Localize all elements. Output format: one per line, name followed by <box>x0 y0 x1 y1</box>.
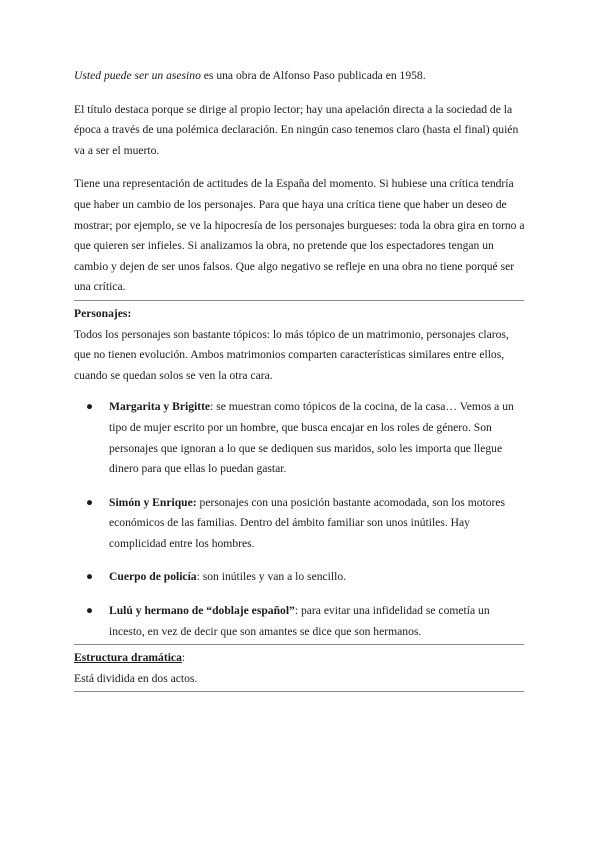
item-term: Cuerpo de policía <box>109 570 197 584</box>
divider <box>74 691 524 692</box>
bullet-icon: ● <box>86 570 94 584</box>
personajes-section <box>74 304 526 642</box>
heading-colon: : <box>181 651 186 665</box>
item-text: : para evitar una infidelidad se cometía un incesto, en vez de decir que son amantes se dice que son hermanos. <box>109 604 490 638</box>
critique-paragraph: Tiene una representación de actitudes de la España del momento. Si hubiese una crítica tendría que haber un cambio de los personajes. Para que haya una crítica tiene que haber un deseo de mostrar; por ejemplo, se ve la hipocresía de los personajes burgueses: toda la obra gira en torno a que quieren ser infieles. Si analizamos la obra, no pretende que los espectadores tengan un cambio y dejen de ser unos falsos. Que algo negativo se refleje en una obra no tiene porqué ser una crítica. <box>74 177 525 294</box>
work-title: Usted puede ser un asesino <box>74 69 201 82</box>
item-term: Simón y Enrique: <box>109 495 197 509</box>
item-text: : son inútiles y van a lo sencillo. <box>196 570 347 584</box>
item-term: Lulú y hermano de “doblaje español” <box>109 604 295 618</box>
personajes-heading: Personajes: <box>74 306 132 320</box>
divider <box>74 300 524 301</box>
bullet-icon: ● <box>86 495 94 509</box>
item-text: personajes con una posición bastante acomodada, son los motores económicos de las familias. Dentro del ámbito familiar son unos inútiles. Hay complicidad entre los hombres. <box>109 495 506 550</box>
estructura-section <box>74 648 526 689</box>
item-text: : se muestran como tópicos de la cocina, de la casa… Vemos a un tipo de mujer escrito por un hombre, que busca encajar en los roles de género. Son personajes que ignoran a lo que se dediquen sus maridos, solo les importa que llegue dinero para que ellas lo puedan gastar. <box>109 400 514 476</box>
bullet-icon: ● <box>86 604 94 618</box>
item-term: Margarita y Brigitte <box>109 400 211 414</box>
personajes-intro: Todos los personajes son bastante tópicos: lo más tópico de un matrimonio, personajes claros, que no tienen evolución. Ambos matrimonios comparten características similares entre ellos, cuando se quedan solos se ven la otra cara. <box>74 327 509 382</box>
list-item <box>74 601 526 642</box>
document-page <box>74 66 526 692</box>
intro-text: es una obra de Alfonso Paso publicada en 1958. <box>200 69 426 82</box>
title-paragraph: El título destaca porque se dirige al propio lector; hay una apelación directa a la sociedad de la época a través de una polémica declaración. En ningún caso tenemos claro (hasta el final) quién va a ser el muerto. <box>74 102 519 157</box>
divider <box>74 644 524 645</box>
list-item <box>74 493 526 555</box>
list-item <box>74 567 526 588</box>
intro-paragraph <box>74 66 526 87</box>
estructura-text: Está dividida en dos actos. <box>74 671 198 685</box>
estructura-heading-line <box>74 648 526 669</box>
bullet-icon: ● <box>86 400 94 414</box>
estructura-heading: Estructura dramática <box>74 651 182 665</box>
list-item <box>74 397 526 479</box>
personajes-list <box>74 397 526 642</box>
